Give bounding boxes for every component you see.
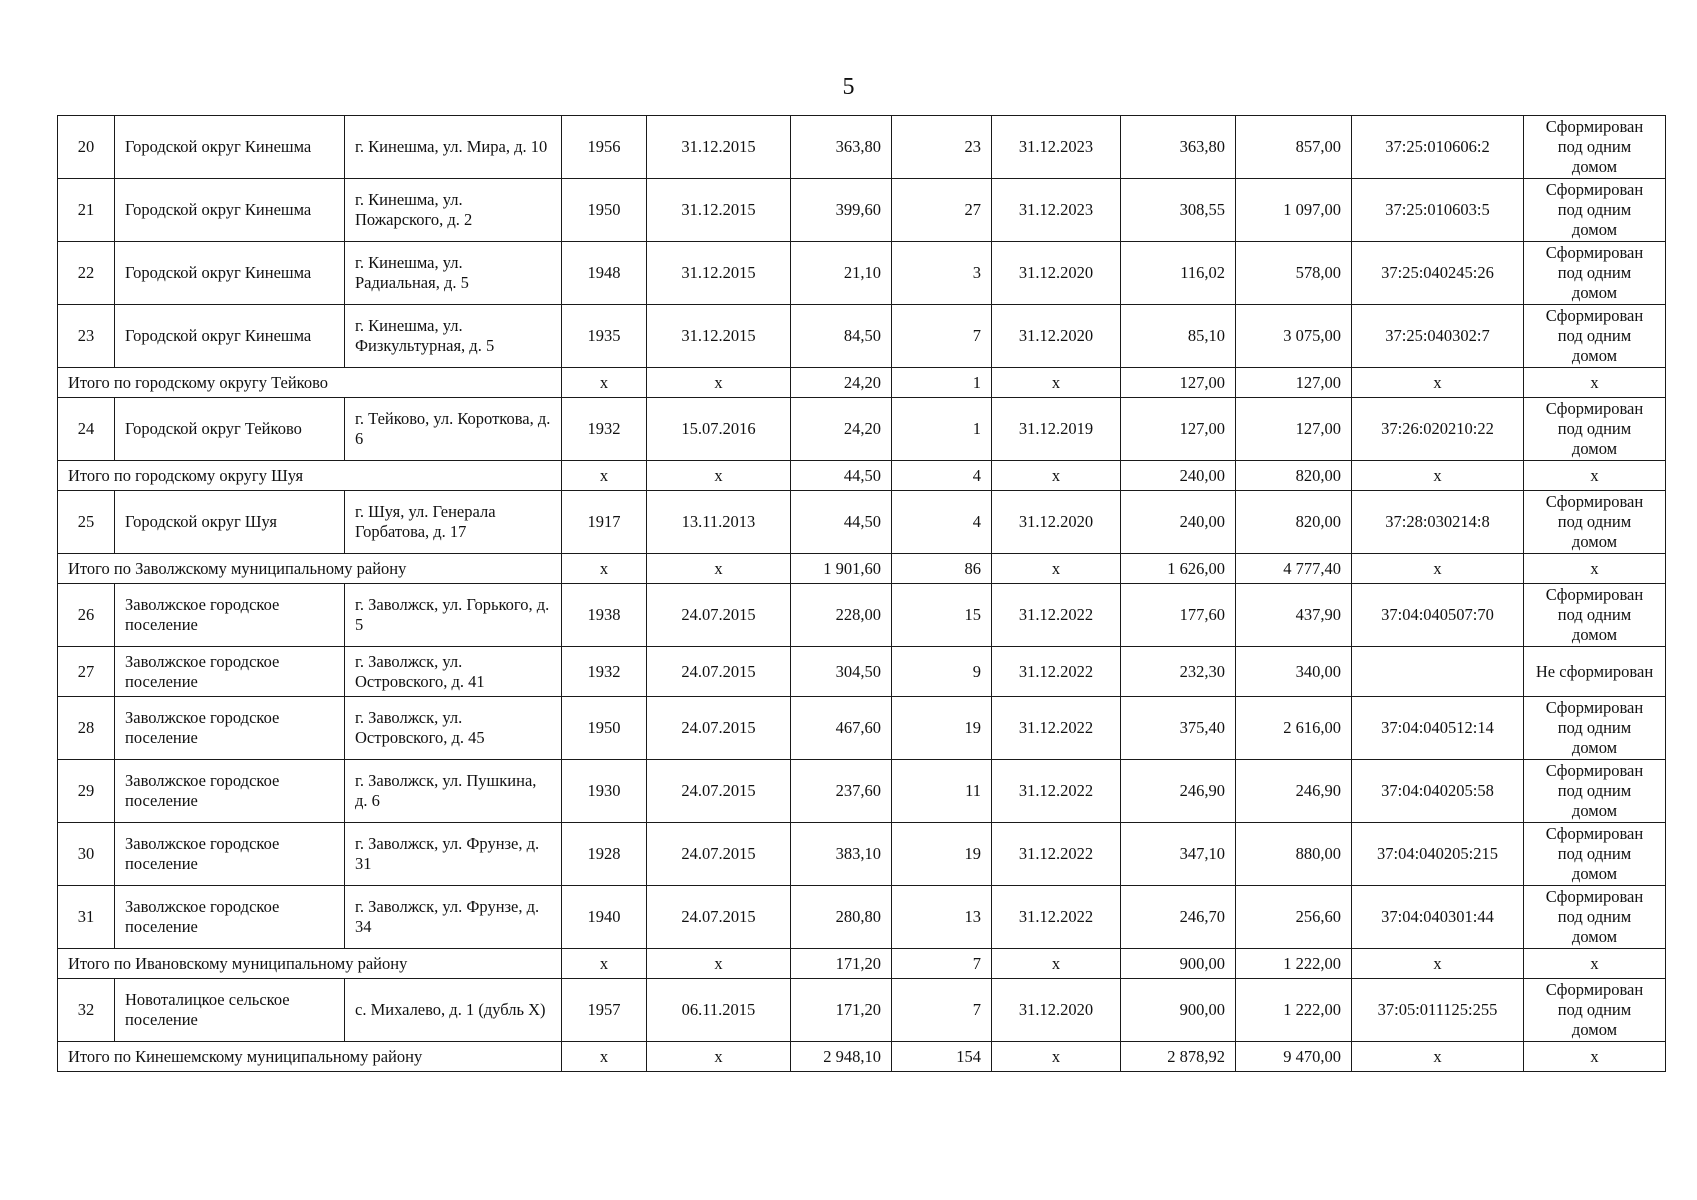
subtotal-label: Итого по городскому округу Шуя [58, 461, 562, 491]
date-recognized-cell: 31.12.2015 [647, 179, 791, 242]
residents-count-cell: 4 [892, 461, 992, 491]
cadastral-number-cell: х [1352, 1042, 1524, 1072]
planned-date-cell: 31.12.2020 [992, 979, 1121, 1042]
year-cell: х [562, 1042, 647, 1072]
residents-count-cell: 19 [892, 697, 992, 760]
residents-count-cell: 3 [892, 242, 992, 305]
row-number: 25 [58, 491, 115, 554]
land-area-cell: 857,00 [1236, 116, 1352, 179]
area-cell: 280,80 [791, 886, 892, 949]
planned-date-cell: х [992, 1042, 1121, 1072]
year-cell: 1928 [562, 823, 647, 886]
planned-date-cell: х [992, 949, 1121, 979]
row-number: 21 [58, 179, 115, 242]
planned-date-cell: 31.12.2020 [992, 242, 1121, 305]
table-row [58, 697, 1666, 760]
living-area-cell: 246,70 [1121, 886, 1236, 949]
residents-count-cell: 11 [892, 760, 992, 823]
area-cell: 1 901,60 [791, 554, 892, 584]
municipality-cell: Заволжское городское поселение [115, 697, 345, 760]
municipality-cell: Городской округ Кинешма [115, 116, 345, 179]
date-recognized-cell: 24.07.2015 [647, 886, 791, 949]
residents-count-cell: 154 [892, 1042, 992, 1072]
cadastral-number-cell: 37:26:020210:22 [1352, 398, 1524, 461]
residents-count-cell: 7 [892, 949, 992, 979]
year-cell: 1940 [562, 886, 647, 949]
address-cell: г. Кинешма, ул. Мира, д. 10 [345, 116, 562, 179]
residents-count-cell: 15 [892, 584, 992, 647]
planned-date-cell: 31.12.2019 [992, 398, 1121, 461]
land-area-cell: 127,00 [1236, 368, 1352, 398]
planned-date-cell: 31.12.2022 [992, 886, 1121, 949]
address-cell: г. Заволжск, ул. Островского, д. 45 [345, 697, 562, 760]
date-recognized-cell: х [647, 1042, 791, 1072]
table-row [58, 305, 1666, 368]
cadastral-number-cell: х [1352, 368, 1524, 398]
row-number: 27 [58, 647, 115, 697]
row-number: 24 [58, 398, 115, 461]
living-area-cell: 375,40 [1121, 697, 1236, 760]
area-cell: 467,60 [791, 697, 892, 760]
address-cell: г. Заволжск, ул. Пушкина, д. 6 [345, 760, 562, 823]
land-area-cell: 4 777,40 [1236, 554, 1352, 584]
date-recognized-cell: 06.11.2015 [647, 979, 791, 1042]
land-area-cell: 578,00 [1236, 242, 1352, 305]
year-cell: 1938 [562, 584, 647, 647]
land-status-cell: Не сформирован [1524, 647, 1666, 697]
table-row [58, 823, 1666, 886]
residents-count-cell: 1 [892, 368, 992, 398]
municipality-cell: Городской округ Кинешма [115, 179, 345, 242]
area-cell: 24,20 [791, 368, 892, 398]
residents-count-cell: 9 [892, 647, 992, 697]
year-cell: х [562, 461, 647, 491]
row-number: 23 [58, 305, 115, 368]
living-area-cell: 240,00 [1121, 461, 1236, 491]
cadastral-number-cell: 37:04:040205:215 [1352, 823, 1524, 886]
land-area-cell: 2 616,00 [1236, 697, 1352, 760]
land-status-cell: Сформирован под одним домом [1524, 116, 1666, 179]
residents-count-cell: 7 [892, 979, 992, 1042]
land-area-cell: 820,00 [1236, 491, 1352, 554]
municipality-cell: Заволжское городское поселение [115, 760, 345, 823]
year-cell: х [562, 949, 647, 979]
living-area-cell: 127,00 [1121, 398, 1236, 461]
living-area-cell: 127,00 [1121, 368, 1236, 398]
year-cell: 1948 [562, 242, 647, 305]
subtotal-label: Итого по Кинешемскому муниципальному району [58, 1042, 562, 1072]
housing-register-table [57, 115, 1666, 1072]
date-recognized-cell: х [647, 368, 791, 398]
municipality-cell: Городской округ Кинешма [115, 305, 345, 368]
municipality-cell: Заволжское городское поселение [115, 584, 345, 647]
table-row [58, 647, 1666, 697]
area-cell: 44,50 [791, 491, 892, 554]
planned-date-cell: х [992, 368, 1121, 398]
table-row [58, 242, 1666, 305]
living-area-cell: 85,10 [1121, 305, 1236, 368]
land-status-cell: х [1524, 461, 1666, 491]
cadastral-number-cell: 37:04:040301:44 [1352, 886, 1524, 949]
cadastral-number-cell: 37:05:011125:255 [1352, 979, 1524, 1042]
address-cell: г. Кинешма, ул. Радиальная, д. 5 [345, 242, 562, 305]
subtotal-row [58, 949, 1666, 979]
land-area-cell: 9 470,00 [1236, 1042, 1352, 1072]
subtotal-label: Итого по Заволжскому муниципальному району [58, 554, 562, 584]
land-status-cell: х [1524, 368, 1666, 398]
land-status-cell: Сформирован под одним домом [1524, 979, 1666, 1042]
year-cell: 1956 [562, 116, 647, 179]
area-cell: 228,00 [791, 584, 892, 647]
date-recognized-cell: 24.07.2015 [647, 697, 791, 760]
address-cell: г. Заволжск, ул. Фрунзе, д. 31 [345, 823, 562, 886]
living-area-cell: 347,10 [1121, 823, 1236, 886]
land-status-cell: Сформирован под одним домом [1524, 242, 1666, 305]
date-recognized-cell: 24.07.2015 [647, 584, 791, 647]
subtotal-label: Итого по городскому округу Тейково [58, 368, 562, 398]
area-cell: 21,10 [791, 242, 892, 305]
subtotal-label: Итого по Ивановскому муниципальному району [58, 949, 562, 979]
municipality-cell: Заволжское городское поселение [115, 823, 345, 886]
living-area-cell: 240,00 [1121, 491, 1236, 554]
living-area-cell: 232,30 [1121, 647, 1236, 697]
table-row [58, 979, 1666, 1042]
area-cell: 84,50 [791, 305, 892, 368]
date-recognized-cell: х [647, 554, 791, 584]
land-status-cell: Сформирован под одним домом [1524, 760, 1666, 823]
land-status-cell: Сформирован под одним домом [1524, 398, 1666, 461]
cadastral-number-cell: 37:25:010603:5 [1352, 179, 1524, 242]
year-cell: 1950 [562, 179, 647, 242]
year-cell: 1930 [562, 760, 647, 823]
living-area-cell: 308,55 [1121, 179, 1236, 242]
land-area-cell: 1 222,00 [1236, 949, 1352, 979]
subtotal-row [58, 461, 1666, 491]
municipality-cell: Городской округ Тейково [115, 398, 345, 461]
planned-date-cell: 31.12.2022 [992, 697, 1121, 760]
area-cell: 363,80 [791, 116, 892, 179]
cadastral-number-cell: 37:25:010606:2 [1352, 116, 1524, 179]
address-cell: г. Заволжск, ул. Островского, д. 41 [345, 647, 562, 697]
living-area-cell: 2 878,92 [1121, 1042, 1236, 1072]
date-recognized-cell: х [647, 949, 791, 979]
living-area-cell: 363,80 [1121, 116, 1236, 179]
area-cell: 2 948,10 [791, 1042, 892, 1072]
land-area-cell: 820,00 [1236, 461, 1352, 491]
cadastral-number-cell: 37:25:040302:7 [1352, 305, 1524, 368]
residents-count-cell: 19 [892, 823, 992, 886]
area-cell: 44,50 [791, 461, 892, 491]
cadastral-number-cell: 37:04:040507:70 [1352, 584, 1524, 647]
row-number: 28 [58, 697, 115, 760]
date-recognized-cell: 24.07.2015 [647, 760, 791, 823]
table-row [58, 886, 1666, 949]
residents-count-cell: 27 [892, 179, 992, 242]
living-area-cell: 1 626,00 [1121, 554, 1236, 584]
municipality-cell: Заволжское городское поселение [115, 647, 345, 697]
residents-count-cell: 4 [892, 491, 992, 554]
address-cell: г. Заволжск, ул. Фрунзе, д. 34 [345, 886, 562, 949]
planned-date-cell: 31.12.2022 [992, 823, 1121, 886]
year-cell: 1957 [562, 979, 647, 1042]
land-area-cell: 437,90 [1236, 584, 1352, 647]
address-cell: г. Заволжск, ул. Горького, д. 5 [345, 584, 562, 647]
cadastral-number-cell: х [1352, 461, 1524, 491]
land-status-cell: х [1524, 554, 1666, 584]
table-row [58, 760, 1666, 823]
row-number: 22 [58, 242, 115, 305]
land-status-cell: Сформирован под одним домом [1524, 823, 1666, 886]
living-area-cell: 900,00 [1121, 979, 1236, 1042]
land-area-cell: 127,00 [1236, 398, 1352, 461]
living-area-cell: 246,90 [1121, 760, 1236, 823]
row-number: 30 [58, 823, 115, 886]
land-area-cell: 880,00 [1236, 823, 1352, 886]
table-row [58, 179, 1666, 242]
planned-date-cell: 31.12.2023 [992, 116, 1121, 179]
planned-date-cell: х [992, 461, 1121, 491]
area-cell: 171,20 [791, 979, 892, 1042]
table-row [58, 491, 1666, 554]
row-number: 29 [58, 760, 115, 823]
area-cell: 24,20 [791, 398, 892, 461]
page-number: 5 [842, 74, 855, 100]
land-area-cell: 1 097,00 [1236, 179, 1352, 242]
land-area-cell: 256,60 [1236, 886, 1352, 949]
planned-date-cell: 31.12.2020 [992, 491, 1121, 554]
area-cell: 237,60 [791, 760, 892, 823]
table-row [58, 116, 1666, 179]
planned-date-cell: 31.12.2023 [992, 179, 1121, 242]
cadastral-number-cell: 37:04:040205:58 [1352, 760, 1524, 823]
planned-date-cell: 31.12.2022 [992, 584, 1121, 647]
year-cell: 1932 [562, 647, 647, 697]
planned-date-cell: 31.12.2020 [992, 305, 1121, 368]
subtotal-row [58, 1042, 1666, 1072]
land-area-cell: 340,00 [1236, 647, 1352, 697]
address-cell: с. Михалево, д. 1 (дубль Х) [345, 979, 562, 1042]
land-area-cell: 246,90 [1236, 760, 1352, 823]
row-number: 31 [58, 886, 115, 949]
living-area-cell: 900,00 [1121, 949, 1236, 979]
year-cell: 1950 [562, 697, 647, 760]
municipality-cell: Городской округ Кинешма [115, 242, 345, 305]
area-cell: 383,10 [791, 823, 892, 886]
subtotal-row [58, 554, 1666, 584]
residents-count-cell: 13 [892, 886, 992, 949]
cadastral-number-cell [1352, 647, 1524, 697]
row-number: 26 [58, 584, 115, 647]
year-cell: 1935 [562, 305, 647, 368]
planned-date-cell: 31.12.2022 [992, 760, 1121, 823]
land-status-cell: Сформирован под одним домом [1524, 305, 1666, 368]
municipality-cell: Новоталицкое сельское поселение [115, 979, 345, 1042]
planned-date-cell: 31.12.2022 [992, 647, 1121, 697]
year-cell: 1917 [562, 491, 647, 554]
address-cell: г. Шуя, ул. Генерала Горбатова, д. 17 [345, 491, 562, 554]
table-row [58, 584, 1666, 647]
table-row [58, 398, 1666, 461]
living-area-cell: 116,02 [1121, 242, 1236, 305]
living-area-cell: 177,60 [1121, 584, 1236, 647]
year-cell: х [562, 368, 647, 398]
address-cell: г. Тейково, ул. Короткова, д. 6 [345, 398, 562, 461]
date-recognized-cell: 24.07.2015 [647, 823, 791, 886]
date-recognized-cell: 31.12.2015 [647, 116, 791, 179]
address-cell: г. Кинешма, ул. Пожарского, д. 2 [345, 179, 562, 242]
cadastral-number-cell: 37:28:030214:8 [1352, 491, 1524, 554]
cadastral-number-cell: 37:25:040245:26 [1352, 242, 1524, 305]
cadastral-number-cell: х [1352, 949, 1524, 979]
row-number: 32 [58, 979, 115, 1042]
date-recognized-cell: 31.12.2015 [647, 242, 791, 305]
area-cell: 399,60 [791, 179, 892, 242]
row-number: 20 [58, 116, 115, 179]
land-status-cell: х [1524, 1042, 1666, 1072]
land-status-cell: Сформирован под одним домом [1524, 584, 1666, 647]
date-recognized-cell: 24.07.2015 [647, 647, 791, 697]
municipality-cell: Заволжское городское поселение [115, 886, 345, 949]
residents-count-cell: 23 [892, 116, 992, 179]
area-cell: 304,50 [791, 647, 892, 697]
land-status-cell: Сформирован под одним домом [1524, 697, 1666, 760]
date-recognized-cell: 13.11.2013 [647, 491, 791, 554]
land-status-cell: Сформирован под одним домом [1524, 491, 1666, 554]
subtotal-row [58, 368, 1666, 398]
land-status-cell: Сформирован под одним домом [1524, 179, 1666, 242]
date-recognized-cell: х [647, 461, 791, 491]
land-area-cell: 1 222,00 [1236, 979, 1352, 1042]
address-cell: г. Кинешма, ул. Физкультурная, д. 5 [345, 305, 562, 368]
cadastral-number-cell: х [1352, 554, 1524, 584]
date-recognized-cell: 31.12.2015 [647, 305, 791, 368]
area-cell: 171,20 [791, 949, 892, 979]
planned-date-cell: х [992, 554, 1121, 584]
cadastral-number-cell: 37:04:040512:14 [1352, 697, 1524, 760]
residents-count-cell: 1 [892, 398, 992, 461]
land-area-cell: 3 075,00 [1236, 305, 1352, 368]
land-status-cell: х [1524, 949, 1666, 979]
date-recognized-cell: 15.07.2016 [647, 398, 791, 461]
residents-count-cell: 7 [892, 305, 992, 368]
year-cell: х [562, 554, 647, 584]
year-cell: 1932 [562, 398, 647, 461]
municipality-cell: Городской округ Шуя [115, 491, 345, 554]
residents-count-cell: 86 [892, 554, 992, 584]
land-status-cell: Сформирован под одним домом [1524, 886, 1666, 949]
